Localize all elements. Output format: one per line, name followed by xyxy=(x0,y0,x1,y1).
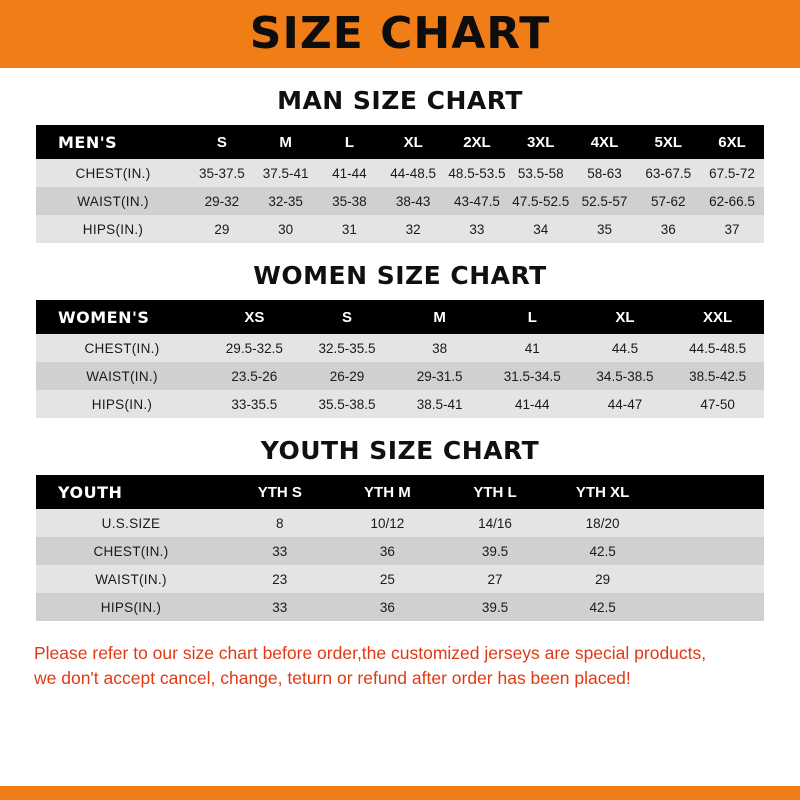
cell: 42.5 xyxy=(549,593,657,621)
table-row xyxy=(36,537,764,565)
table-row xyxy=(36,334,764,362)
women-table-body xyxy=(36,334,764,418)
cell: 29.5-32.5 xyxy=(208,334,301,362)
man-col-header: 6XL xyxy=(700,125,764,159)
women-size-table xyxy=(36,300,764,418)
cell-spacer xyxy=(656,509,764,537)
cell: 43-47.5 xyxy=(445,187,509,215)
man-col-header: XL xyxy=(381,125,445,159)
cell: 38 xyxy=(393,334,486,362)
cell: 39.5 xyxy=(441,593,549,621)
cell: 41-44 xyxy=(318,159,382,187)
chart-content xyxy=(0,86,800,692)
women-corner-label: WOMEN'S xyxy=(36,300,208,334)
cell: 23 xyxy=(226,565,334,593)
youth-table-head xyxy=(36,475,764,509)
cell: 30 xyxy=(254,215,318,243)
cell: 27 xyxy=(441,565,549,593)
youth-corner-label: YOUTH xyxy=(36,475,226,509)
row-label: HIPS(IN.) xyxy=(36,215,190,243)
row-label: HIPS(IN.) xyxy=(36,390,208,418)
cell: 53.5-58 xyxy=(509,159,573,187)
man-col-header: 2XL xyxy=(445,125,509,159)
man-corner-label: MEN'S xyxy=(36,125,190,159)
women-col-header: S xyxy=(301,300,394,334)
cell: 38-43 xyxy=(381,187,445,215)
cell: 14/16 xyxy=(441,509,549,537)
cell: 34 xyxy=(509,215,573,243)
cell: 18/20 xyxy=(549,509,657,537)
cell: 44.5 xyxy=(579,334,672,362)
cell: 33 xyxy=(445,215,509,243)
women-col-header: XL xyxy=(579,300,672,334)
table-row xyxy=(36,159,764,187)
cell-spacer xyxy=(656,537,764,565)
cell: 42.5 xyxy=(549,537,657,565)
table-header-row xyxy=(36,125,764,159)
table-row xyxy=(36,509,764,537)
cell: 35-37.5 xyxy=(190,159,254,187)
cell: 33 xyxy=(226,537,334,565)
row-label: WAIST(IN.) xyxy=(36,187,190,215)
cell: 41 xyxy=(486,334,579,362)
cell: 37 xyxy=(700,215,764,243)
cell: 44.5-48.5 xyxy=(671,334,764,362)
women-col-header: L xyxy=(486,300,579,334)
table-header-row xyxy=(36,475,764,509)
cell: 47-50 xyxy=(671,390,764,418)
table-row xyxy=(36,362,764,390)
cell-spacer xyxy=(656,593,764,621)
cell: 44-47 xyxy=(579,390,672,418)
table-row xyxy=(36,390,764,418)
man-col-header: 3XL xyxy=(509,125,573,159)
youth-size-table xyxy=(36,475,764,621)
man-table-body xyxy=(36,159,764,243)
cell: 67.5-72 xyxy=(700,159,764,187)
table-row xyxy=(36,565,764,593)
youth-section-title: YOUTH SIZE CHART xyxy=(260,436,540,465)
footer-note xyxy=(34,641,766,692)
youth-col-header: YTH L xyxy=(441,475,549,509)
cell: 23.5-26 xyxy=(208,362,301,390)
cell: 35 xyxy=(573,215,637,243)
cell: 39.5 xyxy=(441,537,549,565)
table-row xyxy=(36,593,764,621)
table-row xyxy=(36,187,764,215)
cell: 41-44 xyxy=(486,390,579,418)
table-row xyxy=(36,215,764,243)
page-title: SIZE CHART xyxy=(249,8,551,59)
cell: 37.5-41 xyxy=(254,159,318,187)
cell: 31 xyxy=(318,215,382,243)
cell: 10/12 xyxy=(334,509,442,537)
cell: 35-38 xyxy=(318,187,382,215)
cell: 36 xyxy=(636,215,700,243)
footer-note-line-1: Please refer to our size chart before order,the customized jerseys are special products, xyxy=(34,643,707,663)
row-label: WAIST(IN.) xyxy=(36,565,226,593)
cell: 29-31.5 xyxy=(393,362,486,390)
cell: 36 xyxy=(334,593,442,621)
cell: 35.5-38.5 xyxy=(301,390,394,418)
row-label: CHEST(IN.) xyxy=(36,334,208,362)
footer-note-line-2: we don't accept cancel, change, teturn or refund after order has been placed! xyxy=(34,668,631,689)
man-size-table xyxy=(36,125,764,243)
cell: 29 xyxy=(190,215,254,243)
women-section-title: WOMEN SIZE CHART xyxy=(253,261,547,290)
cell: 57-62 xyxy=(636,187,700,215)
youth-col-spacer xyxy=(656,475,764,509)
man-col-header: L xyxy=(318,125,382,159)
cell: 32 xyxy=(381,215,445,243)
cell: 33 xyxy=(226,593,334,621)
bottom-band xyxy=(0,786,800,800)
row-label: CHEST(IN.) xyxy=(36,537,226,565)
women-col-header: XS xyxy=(208,300,301,334)
man-section-title: MAN SIZE CHART xyxy=(277,86,523,115)
man-col-header: S xyxy=(190,125,254,159)
cell: 36 xyxy=(334,537,442,565)
youth-col-header: YTH S xyxy=(226,475,334,509)
cell: 48.5-53.5 xyxy=(445,159,509,187)
youth-col-header: YTH M xyxy=(334,475,442,509)
cell: 29-32 xyxy=(190,187,254,215)
youth-table-body xyxy=(36,509,764,621)
cell: 31.5-34.5 xyxy=(486,362,579,390)
women-table-head xyxy=(36,300,764,334)
row-label: U.S.SIZE xyxy=(36,509,226,537)
man-col-header: 4XL xyxy=(573,125,637,159)
women-col-header: M xyxy=(393,300,486,334)
cell: 26-29 xyxy=(301,362,394,390)
header-band xyxy=(0,0,800,68)
cell: 44-48.5 xyxy=(381,159,445,187)
man-table-head xyxy=(36,125,764,159)
cell: 62-66.5 xyxy=(700,187,764,215)
cell: 33-35.5 xyxy=(208,390,301,418)
man-col-header: 5XL xyxy=(636,125,700,159)
cell: 58-63 xyxy=(573,159,637,187)
table-header-row xyxy=(36,300,764,334)
cell: 47.5-52.5 xyxy=(509,187,573,215)
cell: 32.5-35.5 xyxy=(301,334,394,362)
row-label: CHEST(IN.) xyxy=(36,159,190,187)
man-col-header: M xyxy=(254,125,318,159)
cell: 8 xyxy=(226,509,334,537)
cell: 25 xyxy=(334,565,442,593)
row-label: HIPS(IN.) xyxy=(36,593,226,621)
cell-spacer xyxy=(656,565,764,593)
cell: 38.5-42.5 xyxy=(671,362,764,390)
row-label: WAIST(IN.) xyxy=(36,362,208,390)
women-col-header: XXL xyxy=(671,300,764,334)
youth-col-header: YTH XL xyxy=(549,475,657,509)
cell: 63-67.5 xyxy=(636,159,700,187)
cell: 32-35 xyxy=(254,187,318,215)
cell: 52.5-57 xyxy=(573,187,637,215)
cell: 34.5-38.5 xyxy=(579,362,672,390)
cell: 38.5-41 xyxy=(393,390,486,418)
cell: 29 xyxy=(549,565,657,593)
